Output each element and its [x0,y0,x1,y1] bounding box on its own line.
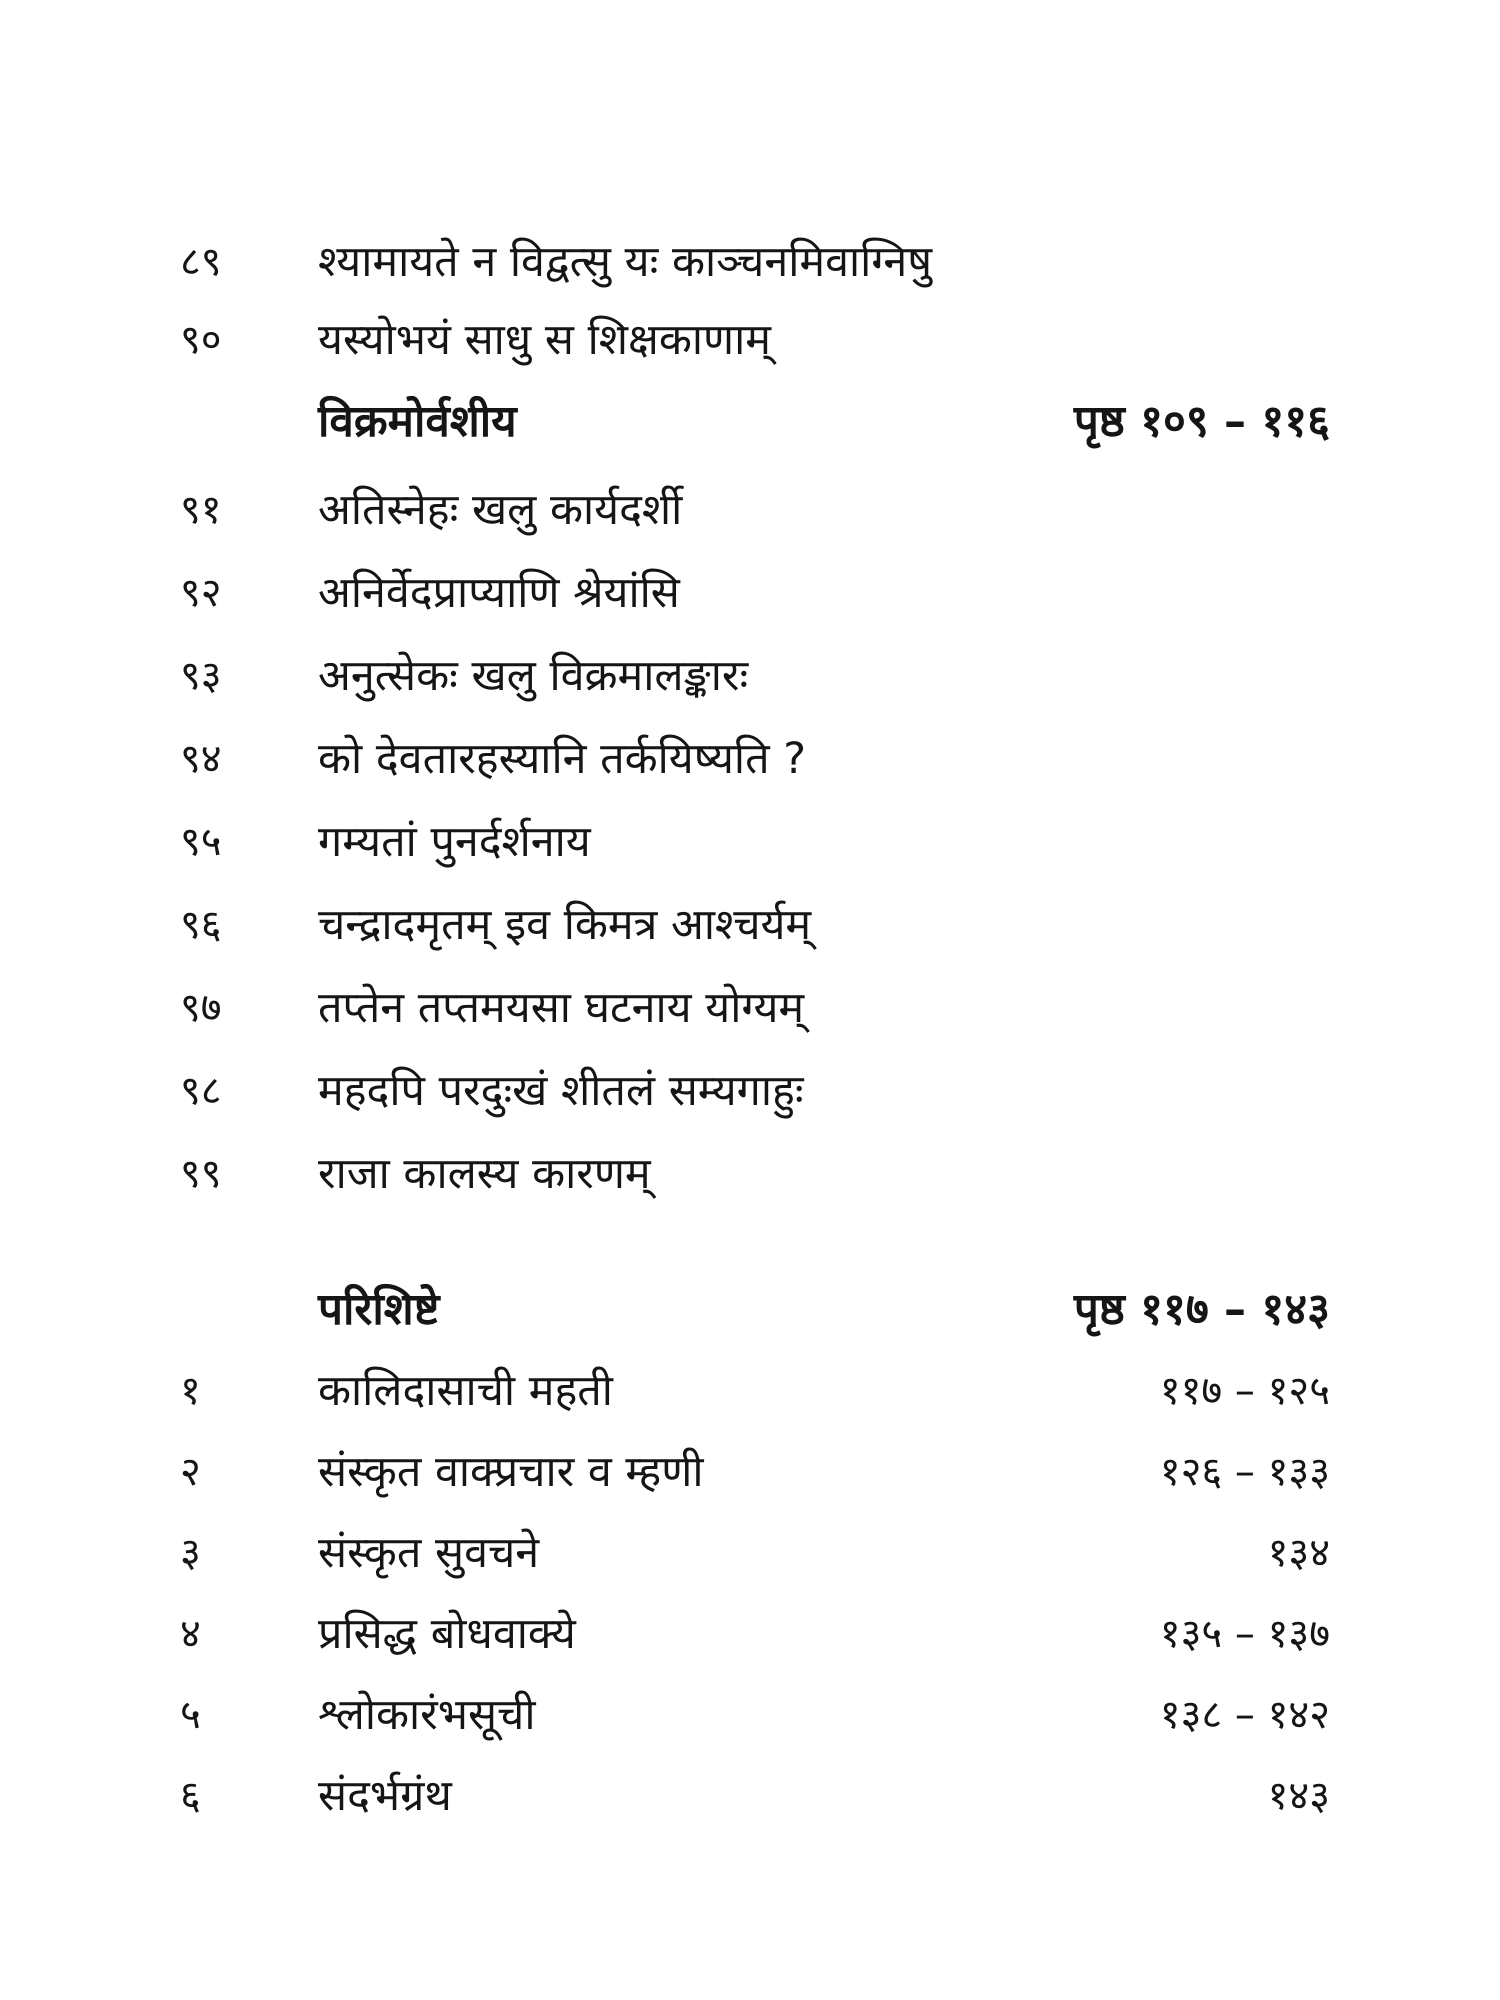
entry-pages: १४३ [1267,1773,1330,1819]
toc-entry [0,719,1500,799]
entry-number: ४ [180,1611,201,1657]
entry-number: ९३ [180,653,222,699]
entry-number: ९२ [180,570,222,616]
toc-entry [0,1134,1500,1214]
entry-number: ८९ [180,239,222,285]
toc-entry [0,1756,1500,1836]
entry-title: अनिर्वेदप्राप्याणि श्रेयांसि [318,568,680,618]
entry-number: ५ [180,1692,201,1738]
entry-number: ९१ [180,487,222,533]
entry-title: चन्द्रादमृतम् इव किमत्र आश्चर्यम् [318,900,812,950]
section-page-range: पृष्ठ १०९ – ११६ [1073,396,1330,447]
toc-entry [0,300,1500,380]
entry-title: श्यामायते न विद्वत्सु यः काञ्चनमिवाग्निषु [318,237,933,287]
toc-entry [0,968,1500,1048]
section-title: विक्रमोर्वशीय [318,396,517,447]
section-page-range: पृष्ठ ११७ – १४३ [1073,1284,1330,1335]
entry-number: ९५ [180,819,222,865]
toc-entry [0,1051,1500,1131]
toc-entry [0,553,1500,633]
entry-number: ९६ [180,902,222,948]
toc-entry [0,636,1500,716]
entry-title: संस्कृत सुवचने [318,1528,540,1578]
section-heading [0,1270,1500,1350]
entry-title: श्लोकारंभसूची [318,1690,536,1740]
toc-entry [0,1675,1500,1755]
entry-number: ९८ [180,1068,222,1114]
entry-number: ९७ [180,985,222,1031]
entry-title: संस्कृत वाक्प्रचार व म्हणी [318,1447,704,1497]
toc-entry [0,1351,1500,1431]
entry-title: गम्यतां पुनर्दर्शनाय [318,817,591,867]
entry-pages: ११७ – १२५ [1159,1368,1330,1414]
toc-entry [0,885,1500,965]
entry-title: राजा कालस्य कारणम् [318,1149,651,1199]
entry-number: ६ [180,1773,201,1819]
entry-number: ९४ [180,736,222,782]
entry-title: को देवतारहस्यानि तर्कयिष्यति ? [318,734,807,784]
entry-title: संदर्भग्रंथ [318,1771,452,1821]
toc-entry [0,1513,1500,1593]
toc-entry [0,470,1500,550]
section-heading [0,382,1500,462]
entry-title: अतिस्नेहः खलु कार्यदर्शी [318,485,683,535]
entry-title: तप्तेन तप्तमयसा घटनाय योग्यम् [318,983,805,1033]
entry-pages: १३४ [1267,1530,1330,1576]
section-title: परिशिष्टे [318,1284,440,1335]
entry-title: प्रसिद्ध बोधवाक्ये [318,1609,576,1659]
entry-title: महदपि परदुःखं शीतलं सम्यगाहुः [318,1066,804,1116]
entry-pages: १२६ – १३३ [1159,1449,1330,1495]
entry-pages: १३५ – १३७ [1159,1611,1330,1657]
toc-entry [0,1432,1500,1512]
entry-pages: १३८ – १४२ [1159,1692,1330,1738]
toc-entry [0,222,1500,302]
toc-entry [0,1594,1500,1674]
toc-entry [0,802,1500,882]
entry-number: ९९ [180,1151,222,1197]
entry-number: २ [180,1449,201,1495]
entry-number: ९० [180,317,222,363]
entry-title: कालिदासाची महती [318,1366,613,1416]
entry-title: अनुत्सेकः खलु विक्रमालङ्कारः [318,651,749,701]
entry-number: ३ [180,1530,201,1576]
entry-title: यस्योभयं साधु स शिक्षकाणाम् [318,315,771,365]
entry-number: १ [180,1368,201,1414]
